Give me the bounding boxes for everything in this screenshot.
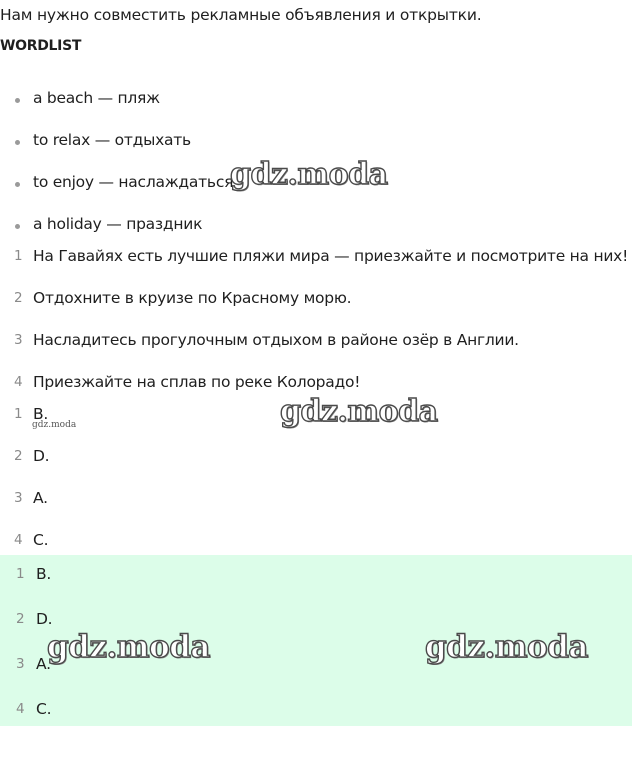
- match-number: 2: [14, 448, 23, 464]
- bullet-icon: [15, 182, 20, 187]
- watermark: gdz.moda: [47, 629, 210, 665]
- sentence-number: 1: [14, 248, 23, 264]
- bullet-icon: [15, 224, 20, 229]
- sentence-text: Отдохните в круизе по Красному морю.: [33, 289, 352, 307]
- answer-number: 1: [16, 566, 25, 582]
- watermark: gdz.moda: [230, 157, 388, 192]
- wordlist-heading: WORDLIST: [0, 38, 82, 54]
- watermark: gdz.moda: [280, 394, 438, 429]
- answer-number: 3: [16, 656, 25, 672]
- sentence-number: 4: [14, 374, 23, 390]
- sentence-text: Приезжайте на сплав по реке Колорадо!: [33, 373, 361, 391]
- bullet-icon: [15, 98, 20, 103]
- match-letter: A.: [33, 489, 48, 507]
- match-letter: C.: [33, 531, 49, 549]
- wordlist-item-text: a beach — пляж: [33, 89, 160, 107]
- wordlist-item-text: to relax — отдыхать: [33, 131, 191, 149]
- answer-box: [0, 555, 632, 726]
- answer-letter: B.: [36, 565, 52, 583]
- wordlist-item-text: a holiday — праздник: [33, 215, 203, 233]
- sentence-text: На Гавайях есть лучшие пляжи мира — приезжайте и посмотрите на них!: [33, 247, 629, 265]
- sentence-number: 2: [14, 290, 23, 306]
- match-number: 4: [14, 532, 23, 548]
- answer-letter: D.: [36, 610, 53, 628]
- sentence-number: 3: [14, 332, 23, 348]
- bullet-icon: [15, 140, 20, 145]
- match-letter: D.: [33, 447, 50, 465]
- answer-letter: A.: [36, 655, 51, 673]
- watermark: gdz.moda: [425, 629, 588, 665]
- sentence-text: Насладитесь прогулочным отдыхом в районе озёр в Англии.: [33, 331, 519, 349]
- match-letter: B.: [33, 405, 49, 423]
- watermark-small: gdz.moda: [32, 420, 77, 430]
- answer-number: 4: [16, 701, 25, 717]
- match-number: 3: [14, 490, 23, 506]
- wordlist-item-text: to enjoy — наслаждаться: [33, 173, 234, 191]
- answer-letter: C.: [36, 700, 52, 718]
- match-number: 1: [14, 406, 23, 422]
- answer-number: 2: [16, 611, 25, 627]
- intro-text: Нам нужно совместить рекламные объявления и открытки.: [0, 6, 482, 24]
